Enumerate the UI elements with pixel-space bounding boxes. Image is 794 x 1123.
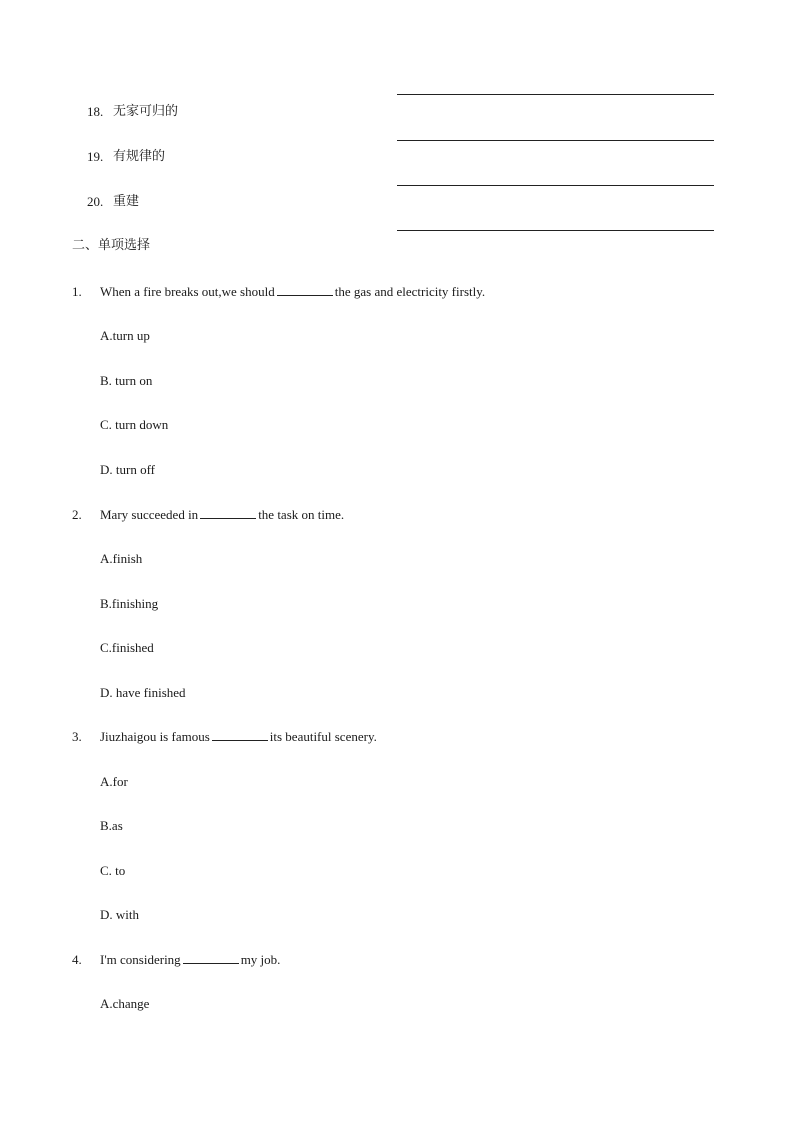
answer-blank bbox=[183, 952, 239, 964]
option-d: D. with bbox=[100, 907, 139, 922]
question-number: 1. bbox=[72, 284, 82, 299]
stem-before: When a fire breaks out,we should bbox=[100, 284, 275, 299]
question-number: 3. bbox=[72, 729, 82, 744]
question-stem bbox=[100, 507, 344, 523]
option-a: A.change bbox=[100, 996, 150, 1011]
answer-blank bbox=[277, 284, 333, 296]
question-number: 4. bbox=[72, 952, 82, 967]
option-c: C.finished bbox=[100, 640, 154, 655]
option-a: A.turn up bbox=[100, 328, 150, 343]
option-d: D. have finished bbox=[100, 685, 186, 700]
question-stem bbox=[100, 952, 280, 968]
option-b: B.as bbox=[100, 818, 123, 833]
answer-line bbox=[397, 140, 714, 141]
option-c: C. turn down bbox=[100, 417, 169, 432]
stem-before: I'm considering bbox=[100, 952, 181, 967]
answer-line bbox=[397, 94, 714, 95]
vocab-number: 20. bbox=[87, 194, 104, 209]
vocab-text: 有规律的 bbox=[113, 149, 166, 164]
question-stem bbox=[100, 284, 485, 300]
vocab-number: 18. bbox=[87, 104, 104, 119]
question-number: 2. bbox=[72, 507, 82, 522]
stem-before: Mary succeeded in bbox=[100, 507, 199, 522]
option-a: A.for bbox=[100, 774, 128, 789]
stem-after: its beautiful scenery. bbox=[269, 729, 377, 744]
vocab-text: 无家可归的 bbox=[113, 104, 179, 119]
option-b: B. turn on bbox=[100, 373, 153, 388]
stem-before: Jiuzhaigou is famous bbox=[100, 729, 210, 744]
stem-after: the gas and electricity firstly. bbox=[334, 284, 486, 299]
option-a: A.finish bbox=[100, 551, 143, 566]
stem-after: the task on time. bbox=[258, 507, 345, 522]
option-c: C. to bbox=[100, 863, 126, 878]
answer-line bbox=[397, 185, 714, 186]
stem-after: my job. bbox=[240, 952, 281, 967]
vocab-number: 19. bbox=[87, 149, 104, 164]
section-title: 二、单项选择 bbox=[72, 238, 151, 253]
answer-blank bbox=[212, 729, 268, 741]
answer-line bbox=[397, 230, 714, 231]
option-b: B.finishing bbox=[100, 596, 159, 611]
option-d: D. turn off bbox=[100, 462, 156, 477]
question-stem bbox=[100, 729, 377, 745]
vocab-text: 重建 bbox=[113, 194, 140, 209]
answer-blank bbox=[200, 507, 256, 519]
